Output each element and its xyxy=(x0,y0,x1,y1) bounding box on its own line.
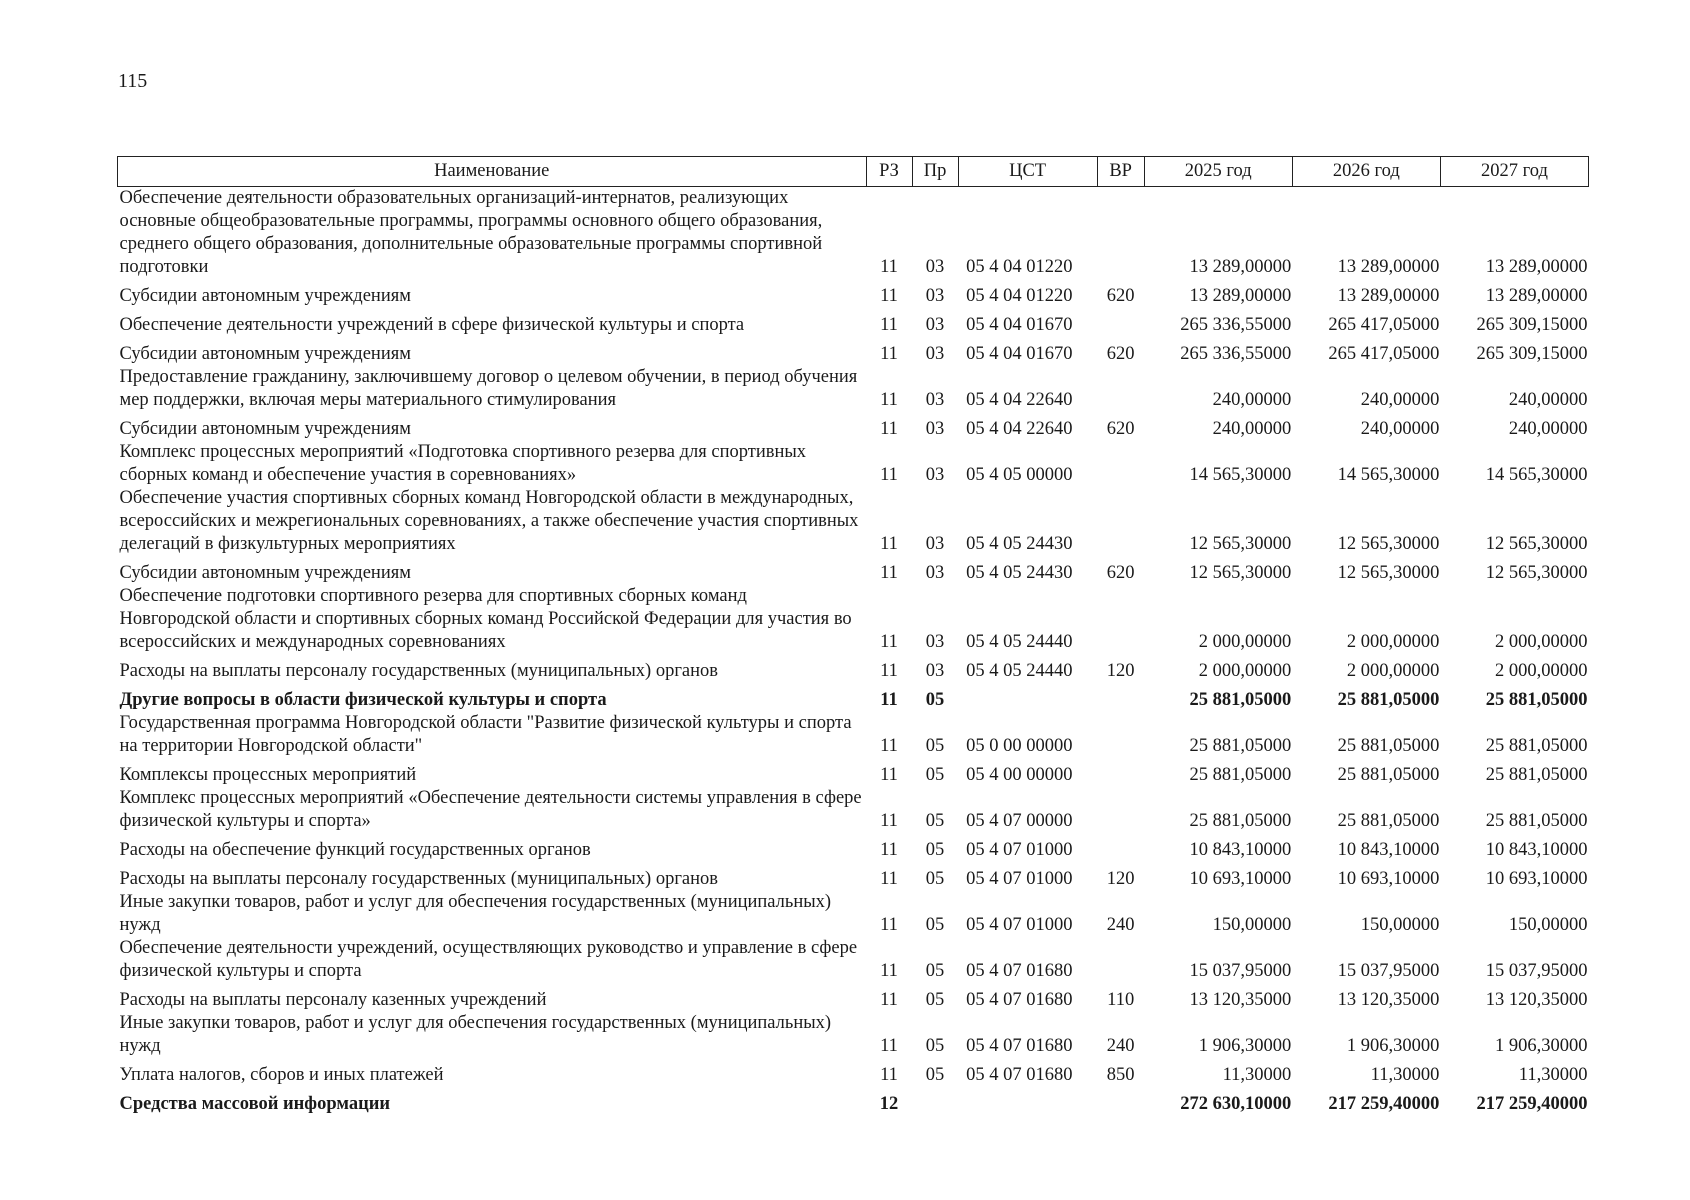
table-row xyxy=(118,891,1589,937)
cell-name: Иные закупки товаров, работ и услуг для обеспечения государственных (муниципальных) нужд xyxy=(119,1013,832,1056)
cell-2027: 10 693,10000 xyxy=(1485,869,1588,889)
cell-pr: 03 xyxy=(925,661,945,681)
cell-2026: 25 881,05000 xyxy=(1337,736,1440,756)
cell-2025: 25 881,05000 xyxy=(1189,811,1292,831)
cell-2025: 272 630,10000 xyxy=(1180,1094,1292,1114)
cell-name: Комплексы процессных мероприятий xyxy=(119,765,417,785)
cell-2027: 10 843,10000 xyxy=(1485,840,1588,860)
table-body xyxy=(118,187,1589,1117)
cell-cst: 05 4 05 24430 xyxy=(966,563,1073,583)
cell-rz: 11 xyxy=(880,736,898,756)
cell-vr: 110 xyxy=(1107,990,1135,1010)
cell-rz: 11 xyxy=(880,563,898,583)
cell-rz: 11 xyxy=(880,419,898,439)
cell-cst: 05 4 07 01000 xyxy=(966,840,1073,860)
cell-2025: 10 693,10000 xyxy=(1189,869,1292,889)
cell-2027: 13 120,35000 xyxy=(1485,990,1588,1010)
table-row xyxy=(118,833,1589,862)
cell-2025: 13 289,00000 xyxy=(1189,286,1292,306)
cell-vr: 240 xyxy=(1106,915,1135,935)
cell-name: Обеспечение участия спортивных сборных команд Новгородской области в международных, всероссийских и межрегиональных соревнованиях, а также обеспечение участия спортивных делегаций в физкультурных мероприятиях xyxy=(119,488,859,554)
cell-rz: 11 xyxy=(880,465,898,485)
cell-rz: 11 xyxy=(880,690,898,710)
cell-cst: 05 4 04 01220 xyxy=(966,257,1073,277)
cell-2025: 10 843,10000 xyxy=(1189,840,1292,860)
cell-vr xyxy=(1097,441,1144,487)
cell-pr: 03 xyxy=(925,286,945,306)
cell-2027: 12 565,30000 xyxy=(1485,534,1588,554)
cell-rz: 12 xyxy=(879,1094,899,1114)
header-cst: ЦСТ xyxy=(958,157,1097,187)
cell-name: Расходы на выплаты персоналу государственных (муниципальных) органов xyxy=(119,661,719,681)
header-2027: 2027 год xyxy=(1440,157,1588,187)
cell-vr: 850 xyxy=(1106,1065,1135,1085)
cell-name: Предоставление гражданину, заключившему договор о целевом обучении, в период обучения мер поддержки, включая меры материального стимулирования xyxy=(119,367,858,410)
cell-vr: 120 xyxy=(1106,661,1135,681)
cell-2025: 12 565,30000 xyxy=(1189,534,1292,554)
table-row xyxy=(118,412,1589,441)
cell-rz: 11 xyxy=(880,315,898,335)
cell-vr xyxy=(1097,1087,1144,1116)
table-row xyxy=(118,366,1589,412)
cell-2025: 265 336,55000 xyxy=(1180,344,1292,364)
cell-cst: 05 4 04 01220 xyxy=(966,286,1073,306)
cell-2025: 1 906,30000 xyxy=(1198,1036,1292,1056)
cell-rz: 11 xyxy=(880,915,898,935)
header-vr: ВР xyxy=(1097,157,1144,187)
cell-name: Комплекс процессных мероприятий «Подготовка спортивного резерва для спортивных сборных команд и обеспечение участия в соревнованиях» xyxy=(119,442,807,485)
cell-rz: 11 xyxy=(880,661,898,681)
cell-2027: 217 259,40000 xyxy=(1476,1094,1588,1114)
cell-cst: 05 4 04 01670 xyxy=(966,315,1073,335)
cell-2025: 25 881,05000 xyxy=(1189,690,1292,710)
cell-2025: 15 037,95000 xyxy=(1189,961,1292,981)
cell-2025: 2 000,00000 xyxy=(1198,632,1292,652)
header-name: Наименование xyxy=(118,157,867,187)
cell-cst xyxy=(958,1087,1097,1116)
cell-2026: 1 906,30000 xyxy=(1346,1036,1440,1056)
cell-2027: 25 881,05000 xyxy=(1485,690,1588,710)
cell-pr: 05 xyxy=(925,736,945,756)
cell-cst: 05 4 00 00000 xyxy=(966,765,1073,785)
cell-rz: 11 xyxy=(880,534,898,554)
cell-pr: 03 xyxy=(925,257,945,277)
cell-cst: 05 4 05 24440 xyxy=(966,632,1073,652)
cell-2027: 2 000,00000 xyxy=(1495,661,1588,681)
table-header-row xyxy=(118,157,1589,187)
cell-cst: 05 0 00 00000 xyxy=(966,736,1073,756)
cell-rz: 11 xyxy=(880,257,898,277)
table-row xyxy=(118,1058,1589,1087)
table-row xyxy=(118,1012,1589,1058)
cell-cst: 05 4 07 01000 xyxy=(966,869,1073,889)
cell-cst: 05 4 07 01680 xyxy=(966,1065,1073,1085)
cell-2025: 11,30000 xyxy=(1222,1065,1292,1085)
cell-vr xyxy=(1097,187,1144,280)
cell-vr xyxy=(1097,585,1144,654)
cell-cst: 05 4 04 22640 xyxy=(966,390,1073,410)
cell-pr: 05 xyxy=(925,961,945,981)
cell-2026: 10 843,10000 xyxy=(1337,840,1440,860)
header-2025: 2025 год xyxy=(1144,157,1292,187)
cell-cst: 05 4 07 00000 xyxy=(966,811,1073,831)
cell-2027: 150,00000 xyxy=(1508,915,1588,935)
cell-2026: 265 417,05000 xyxy=(1328,344,1440,364)
cell-2025: 14 565,30000 xyxy=(1189,465,1292,485)
cell-rz: 11 xyxy=(880,961,898,981)
cell-2027: 265 309,15000 xyxy=(1476,344,1588,364)
cell-pr: 03 xyxy=(925,315,945,335)
cell-2026: 10 693,10000 xyxy=(1337,869,1440,889)
table-row xyxy=(118,556,1589,585)
cell-rz: 11 xyxy=(880,632,898,652)
cell-2026: 13 120,35000 xyxy=(1337,990,1440,1010)
cell-name: Другие вопросы в области физической культуры и спорта xyxy=(119,690,607,710)
cell-vr xyxy=(1097,683,1144,712)
cell-rz: 11 xyxy=(880,1065,898,1085)
table-row xyxy=(118,187,1589,280)
cell-name: Расходы на выплаты персоналу казенных учреждений xyxy=(119,990,547,1010)
cell-pr: 05 xyxy=(925,990,945,1010)
cell-name: Иные закупки товаров, работ и услуг для обеспечения государственных (муниципальных) нужд xyxy=(119,892,832,935)
cell-name: Обеспечение деятельности учреждений в сфере физической культуры и спорта xyxy=(119,315,745,335)
cell-vr xyxy=(1097,787,1144,833)
cell-vr xyxy=(1097,833,1144,862)
cell-2027: 1 906,30000 xyxy=(1495,1036,1588,1056)
cell-vr: 620 xyxy=(1106,344,1135,364)
cell-2025: 13 289,00000 xyxy=(1189,257,1292,277)
cell-vr xyxy=(1097,366,1144,412)
table-row xyxy=(118,654,1589,683)
cell-2027: 240,00000 xyxy=(1508,390,1588,410)
cell-pr: 05 xyxy=(925,840,945,860)
cell-pr: 05 xyxy=(925,1065,945,1085)
table-row xyxy=(118,712,1589,758)
cell-2026: 11,30000 xyxy=(1370,1065,1440,1085)
table-row xyxy=(118,862,1589,891)
cell-2027: 13 289,00000 xyxy=(1485,257,1588,277)
cell-vr xyxy=(1097,758,1144,787)
cell-2026: 265 417,05000 xyxy=(1328,315,1440,335)
cell-2025: 240,00000 xyxy=(1212,390,1292,410)
table-row xyxy=(118,441,1589,487)
cell-2025: 25 881,05000 xyxy=(1189,765,1292,785)
cell-2027: 14 565,30000 xyxy=(1485,465,1588,485)
cell-name: Государственная программа Новгородской области "Развитие физической культуры и спорта на территории Новгородской области" xyxy=(119,713,852,756)
cell-pr: 05 xyxy=(925,690,945,710)
cell-2027: 25 881,05000 xyxy=(1485,811,1588,831)
table-row xyxy=(118,308,1589,337)
cell-cst: 05 4 07 01680 xyxy=(966,961,1073,981)
cell-pr: 03 xyxy=(925,465,945,485)
cell-rz: 11 xyxy=(880,840,898,860)
cell-2026: 13 289,00000 xyxy=(1337,257,1440,277)
cell-2026: 13 289,00000 xyxy=(1337,286,1440,306)
cell-2025: 13 120,35000 xyxy=(1189,990,1292,1010)
cell-name: Расходы на выплаты персоналу государственных (муниципальных) органов xyxy=(119,869,719,889)
page-number: 115 xyxy=(118,70,148,92)
cell-2027: 11,30000 xyxy=(1518,1065,1588,1085)
cell-cst: 05 4 05 00000 xyxy=(966,465,1073,485)
cell-2027: 12 565,30000 xyxy=(1485,563,1588,583)
cell-2027: 240,00000 xyxy=(1508,419,1588,439)
cell-name: Расходы на обеспечение функций государственных органов xyxy=(119,840,591,860)
cell-pr: 03 xyxy=(925,534,945,554)
cell-rz: 11 xyxy=(880,765,898,785)
cell-vr: 620 xyxy=(1106,563,1135,583)
header-rz: РЗ xyxy=(866,157,912,187)
budget-table xyxy=(117,156,1589,1116)
cell-name: Субсидии автономным учреждениям xyxy=(119,419,411,439)
cell-2027: 13 289,00000 xyxy=(1485,286,1588,306)
header-2026: 2026 год xyxy=(1292,157,1440,187)
cell-2026: 240,00000 xyxy=(1360,390,1440,410)
cell-2026: 2 000,00000 xyxy=(1346,632,1440,652)
cell-rz: 11 xyxy=(880,869,898,889)
cell-cst: 05 4 07 01680 xyxy=(966,1036,1073,1056)
cell-name: Комплекс процессных мероприятий «Обеспечение деятельности системы управления в сфере физической культуры и спорта» xyxy=(119,788,862,831)
cell-2025: 12 565,30000 xyxy=(1189,563,1292,583)
cell-vr: 120 xyxy=(1106,869,1135,889)
cell-2026: 25 881,05000 xyxy=(1337,690,1440,710)
cell-cst: 05 4 05 24440 xyxy=(966,661,1073,681)
cell-cst: 05 4 05 24430 xyxy=(966,534,1073,554)
cell-pr: 03 xyxy=(925,563,945,583)
cell-2027: 15 037,95000 xyxy=(1485,961,1588,981)
cell-pr xyxy=(912,1087,958,1116)
table-row xyxy=(118,487,1589,556)
cell-name: Уплата налогов, сборов и иных платежей xyxy=(119,1065,444,1085)
cell-cst: 05 4 07 01000 xyxy=(966,915,1073,935)
cell-vr xyxy=(1097,308,1144,337)
cell-rz: 11 xyxy=(880,390,898,410)
cell-2027: 25 881,05000 xyxy=(1485,765,1588,785)
cell-pr: 03 xyxy=(925,632,945,652)
cell-2026: 25 881,05000 xyxy=(1337,765,1440,785)
table-row xyxy=(118,983,1589,1012)
cell-cst xyxy=(958,683,1097,712)
cell-rz: 11 xyxy=(880,286,898,306)
cell-rz: 11 xyxy=(880,990,898,1010)
cell-vr: 620 xyxy=(1106,286,1135,306)
cell-pr: 05 xyxy=(925,765,945,785)
cell-name: Субсидии автономным учреждениям xyxy=(119,563,411,583)
cell-2026: 14 565,30000 xyxy=(1337,465,1440,485)
cell-2026: 12 565,30000 xyxy=(1337,563,1440,583)
cell-cst: 05 4 04 01670 xyxy=(966,344,1073,364)
cell-2026: 25 881,05000 xyxy=(1337,811,1440,831)
cell-pr: 05 xyxy=(925,869,945,889)
cell-cst: 05 4 07 01680 xyxy=(966,990,1073,1010)
cell-2027: 25 881,05000 xyxy=(1485,736,1588,756)
cell-name: Обеспечение деятельности учреждений, осуществляющих руководство и управление в сфере физической культуры и спорта xyxy=(119,938,858,981)
cell-vr xyxy=(1097,712,1144,758)
cell-2026: 2 000,00000 xyxy=(1346,661,1440,681)
table-row xyxy=(118,683,1589,712)
cell-vr xyxy=(1097,487,1144,556)
table-row xyxy=(118,279,1589,308)
table-row xyxy=(118,585,1589,654)
cell-2025: 25 881,05000 xyxy=(1189,736,1292,756)
cell-vr xyxy=(1097,937,1144,983)
cell-2027: 265 309,15000 xyxy=(1476,315,1588,335)
cell-2025: 2 000,00000 xyxy=(1198,661,1292,681)
cell-name: Обеспечение деятельности образовательных организаций-интернатов, реализующих основные общеобразовательные программы, программы основного общего образования, среднего общего образования, дополнительные образовательные программы спортивной подготовки xyxy=(119,188,823,277)
cell-2025: 150,00000 xyxy=(1212,915,1292,935)
cell-name: Субсидии автономным учреждениям xyxy=(119,286,411,306)
cell-2025: 265 336,55000 xyxy=(1180,315,1292,335)
table-row xyxy=(118,1087,1589,1116)
cell-2027: 2 000,00000 xyxy=(1495,632,1588,652)
cell-name: Субсидии автономным учреждениям xyxy=(119,344,411,364)
table-row xyxy=(118,787,1589,833)
cell-name: Обеспечение подготовки спортивного резерва для спортивных сборных команд Новгородской области и спортивных сборных команд Российской Федерации для участия во всероссийских и международных соревнованиях xyxy=(119,586,852,652)
cell-2026: 217 259,40000 xyxy=(1328,1094,1440,1114)
cell-rz: 11 xyxy=(880,1036,898,1056)
cell-2026: 15 037,95000 xyxy=(1337,961,1440,981)
cell-pr: 05 xyxy=(925,1036,945,1056)
cell-rz: 11 xyxy=(880,344,898,364)
cell-pr: 03 xyxy=(925,344,945,364)
header-pr: Пр xyxy=(912,157,958,187)
cell-rz: 11 xyxy=(880,811,898,831)
cell-pr: 03 xyxy=(925,390,945,410)
cell-vr: 240 xyxy=(1106,1036,1135,1056)
cell-vr: 620 xyxy=(1106,419,1135,439)
cell-2026: 12 565,30000 xyxy=(1337,534,1440,554)
cell-2026: 150,00000 xyxy=(1360,915,1440,935)
cell-pr: 05 xyxy=(925,915,945,935)
table-row xyxy=(118,937,1589,983)
cell-pr: 05 xyxy=(925,811,945,831)
table-row xyxy=(118,758,1589,787)
table-row xyxy=(118,337,1589,366)
cell-2026: 240,00000 xyxy=(1360,419,1440,439)
cell-2025: 240,00000 xyxy=(1212,419,1292,439)
cell-cst: 05 4 04 22640 xyxy=(966,419,1073,439)
cell-name: Средства массовой информации xyxy=(119,1094,391,1114)
cell-pr: 03 xyxy=(925,419,945,439)
